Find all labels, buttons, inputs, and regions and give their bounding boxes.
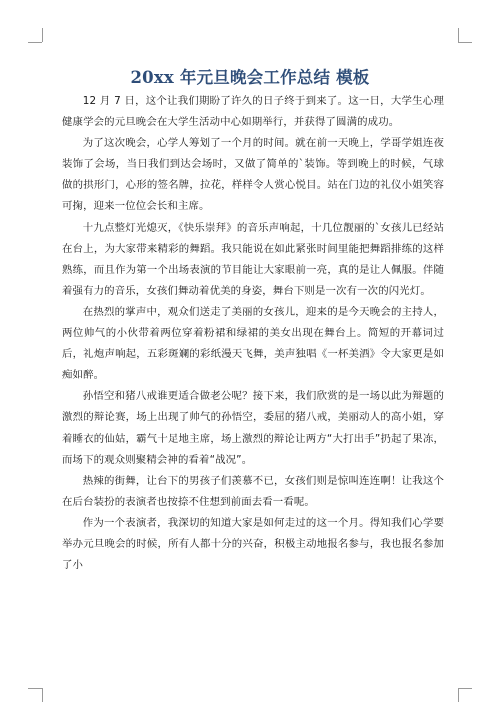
crop-mark-bottom-left <box>28 688 42 689</box>
document-title: 20xx 年元旦晚会工作总结 模板 <box>130 68 370 87</box>
crop-mark-bottom-right <box>458 688 459 702</box>
paragraph: 孙悟空和猪八戒谁更适合做老公呢？接下来，我们欣赏的是一场以此为辩题的激烈的辩论赛，场上出现了帅气的孙悟空，委屈的猪八戒，美丽动人的高小姐，穿着睡衣的仙姑，霸气十足地主席，场上激烈的辩论让两方“大打出手”扔起了果冻，而场下的观众则聚精会神的看着“战况”。 <box>62 390 444 466</box>
crop-mark-top-right <box>458 42 472 43</box>
paragraph: 12 月 7 日，这个让我们期盼了许久的日子终于到来了。这一日，大学生心理健康学会的元旦晚会在大学生活动中心如期举行，并获得了圆满的成功。 <box>62 95 444 129</box>
paragraph: 在热烈的掌声中，观众们送走了美丽的女孩儿，迎来的是今天晚会的主持人，两位帅气的小伙带着两位穿着粉裙和绿裙的美女出现在舞台上。简短的开幕词过后，礼炮声响起，五彩斑斓的彩纸漫天飞舞，美声独唱《一杯美酒》令大家更是如痴如醉。 <box>62 305 444 382</box>
crop-mark-bottom-left <box>42 688 43 702</box>
paragraph: 热辣的街舞，让台下的男孩子们羡慕不已，女孩们则是惊叫连连啊！让我这个在后台装扮的表演者也按捺不住想到前面去看一看呢。 <box>62 474 444 508</box>
paragraph: 十九点整灯光熄灭，《快乐崇拜》的音乐声响起，十几位靓丽的`女孩儿已经站在台上，为大家带来精彩的舞蹈。我只能说在如此紧张时间里能把舞蹈排练的这样熟练，而且作为第一个出场表演的节目能让大家眼前一亮，真的是让人佩服。伴随着强有力的音乐，女孩们舞动着优美的身姿，舞台下则是一次有一次的闪光灯。 <box>62 221 444 297</box>
document-body <box>62 91 444 576</box>
crop-mark-top-left <box>42 28 43 42</box>
crop-mark-top-right <box>458 28 459 42</box>
paragraph: 作为一个表演者，我深切的知道大家是如何走过的这一个月。得知我们心学要举办元旦晚会的时候，所有人都十分的兴奋，积极主动地报名参与，我也报名参加了小 <box>62 516 444 572</box>
paragraph: 为了这次晚会，心学人筹划了一个月的时间。就在前一天晚上，学哥学姐连夜装饰了会场，当日我们到达会场时，又做了简单的`装饰。等到晚上的时候，气球做的拱形门，心形的签名牌，拉花，样样令人赏心悦目。站在门边的礼仪小姐笑容可掬，迎来一位位会长和主席。 <box>62 137 444 213</box>
crop-mark-top-left <box>28 42 42 43</box>
crop-mark-bottom-right <box>458 688 472 689</box>
